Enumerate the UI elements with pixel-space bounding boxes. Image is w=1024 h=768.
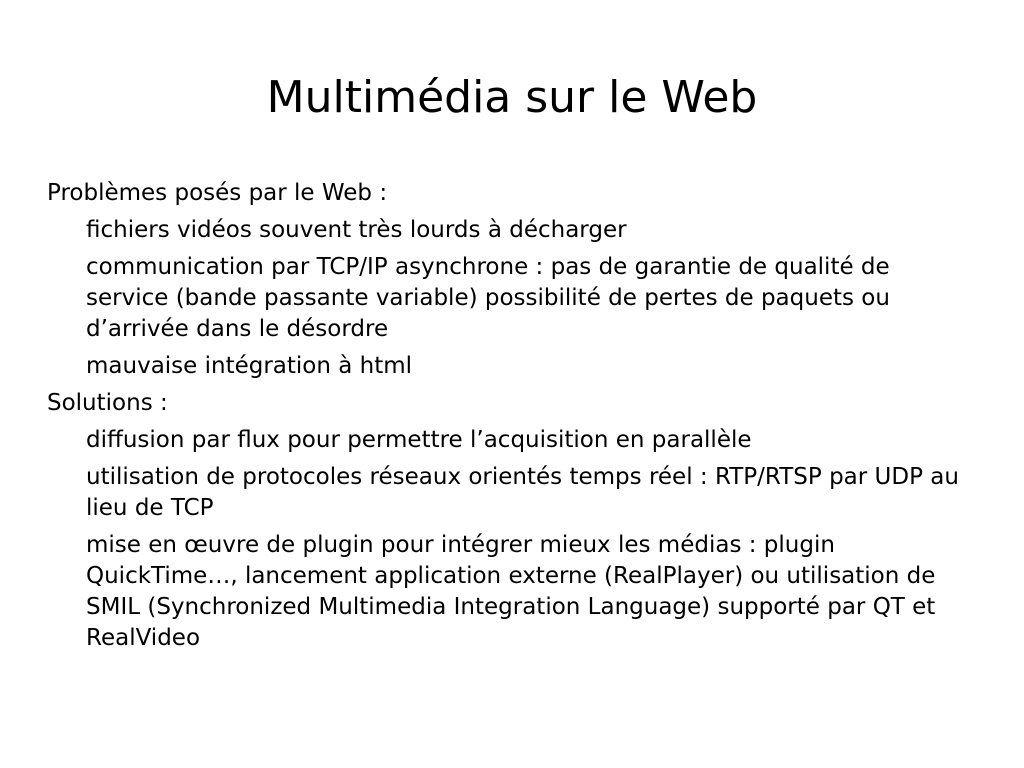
section-heading-solutions: Solutions :	[47, 390, 168, 416]
section-problems	[47, 178, 977, 382]
list-item: diffusion par flux pour permettre l’acquisition en parallèle	[86, 427, 752, 453]
list-item: communication par TCP/IP asynchrone : pas de garantie de qualité de service (bande passante variable) possibilité de pertes de paquets ou d’arrivée dans le désordre	[86, 254, 890, 342]
section-solutions	[47, 388, 977, 654]
section-heading-problems: Problèmes posés par le Web :	[47, 180, 388, 206]
list-item: mauvaise intégration à html	[86, 353, 413, 379]
list-item: mise en œuvre de plugin pour intégrer mieux les médias : plugin QuickTime…, lancement application externe (RealPlayer) ou utilisation de SMIL (Synchronized Multimedia Integration Language) supporté par QT et RealVideo	[86, 532, 936, 651]
slide-title: Multimédia sur le Web	[266, 72, 758, 123]
problems-list	[47, 215, 977, 382]
list-item: utilisation de protocoles réseaux orientés temps réel : RTP/RTSP par UDP au lieu de TCP	[86, 464, 959, 521]
solutions-list	[47, 425, 977, 654]
list-item: fichiers vidéos souvent très lourds à décharger	[86, 217, 627, 243]
slide-content	[47, 178, 977, 660]
